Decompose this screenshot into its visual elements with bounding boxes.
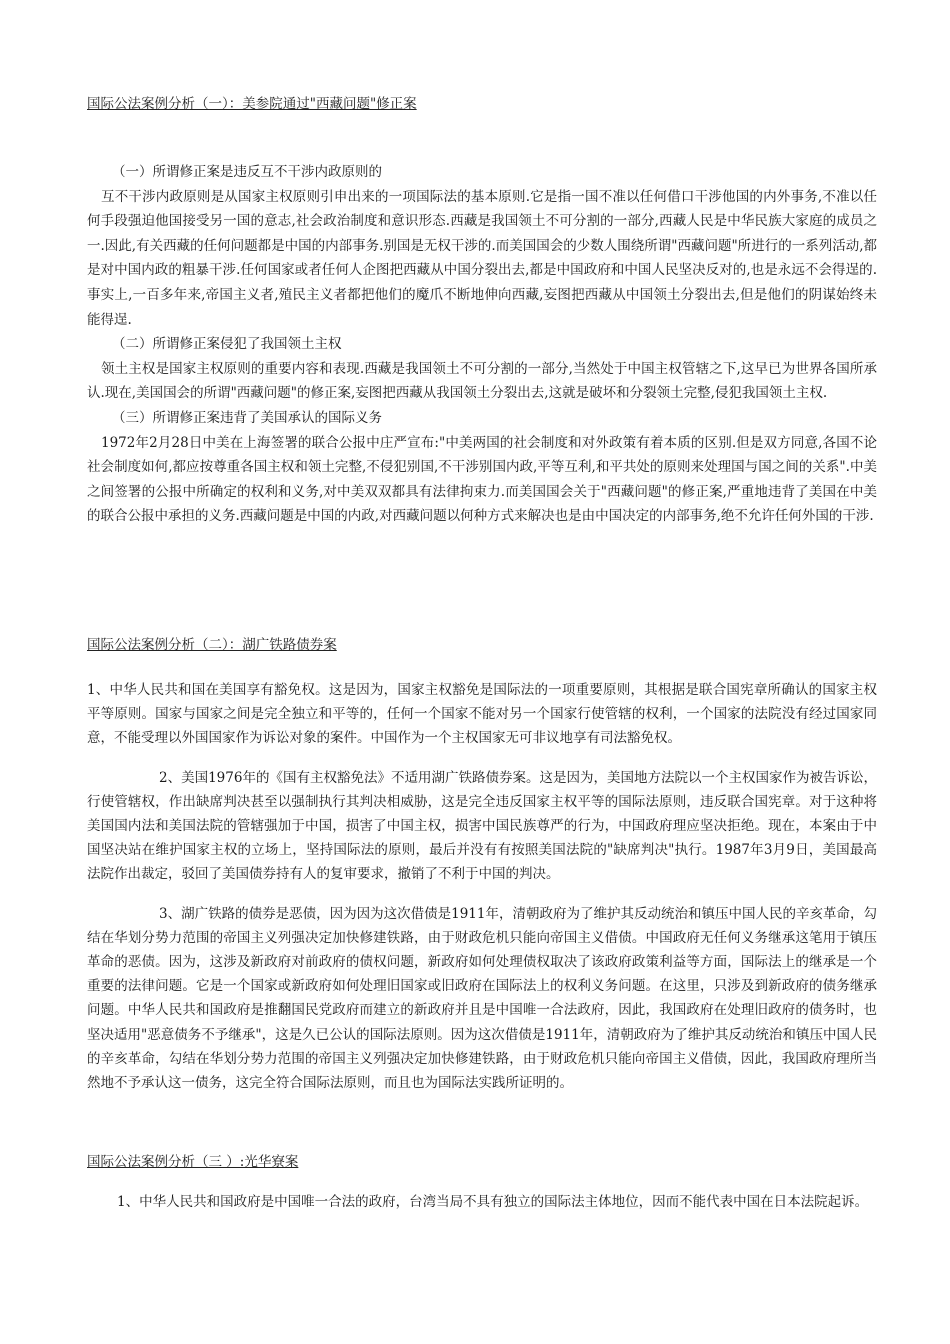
case3-body <box>87 1190 877 1216</box>
case2-paragraph-1: 1、中华人民共和国在美国享有豁免权。这是因为，国家主权豁免是国际法的一项重要原则，其根据是联合国宪章所确认的国家主权平等原则。国家与国家之间是完全独立和平等的，任何一个国家不能对另一个国家行使管辖的权利，一个国家的法院没有经过国家同意，不能受理以外国国家作为诉讼对象的案件。中国作为一个主权国家无可非议地享有司法豁免权。 <box>87 682 877 747</box>
case2-paragraph-3: 3、湖广铁路的债券是恶债，因为因为这次借债是1911年，清朝政府为了维护其反动统治和镇压中国人民的辛亥革命，勾结在华划分势力范围的帝国主义列强决定加快修建铁路，由于财政危机只能向帝国主义借债。中国政府无任何义务继承这笔用于镇压革命的恶债。因为，这涉及新政府对前政府的债权问题，新政府如何处理债权取决了该政府政策利益等方面，国际法上的继承是一个重要的法律问题。它是一个国家或新政府如何处理旧国家或旧政府在国际法上的权利义务问题。在这里，只涉及到新政府的债务继承问题。中华人民共和国政府是推翻国民党政府而建立的新政府并且是中国唯一合法政府，因此，我国政府在处理旧政府的债务时，也坚决适用"恶意债务不予继承"，这是久已公认的国际法原则。因为这次借债是1911年，清朝政府为了维护其反动统治和镇压中国人民的辛亥革命，勾结在华划分势力范围的帝国主义列强决定加快修建铁路，由于财政危机只能向帝国主义借债，因此，我国政府理所当然地不予承认这一债务，这完全符合国际法原则，而且也为国际法实践所证明的。 <box>87 905 877 1092</box>
case1-title: 国际公法案例分析（一）：美参院通过"西藏问题"修正案 <box>87 96 417 112</box>
case1-heading-3: （三）所谓修正案违背了美国承认的国际义务 <box>112 409 382 426</box>
case1-heading-2: （二）所谓修正案侵犯了我国领土主权 <box>112 336 342 353</box>
case1-paragraph-3: 1972年2月28日中美在上海签署的联合公报中庄严宣布:"中美两国的社会制度和对外政策有着本质的区别.但是双方同意,各国不论社会制度如何,都应按尊重各国主权和领土完整,不侵犯别国,不干涉别国内政,平等互利,和平共处的原则来处理国与国之间的关系".中美之间签署的公报中所确定的权利和义务,对中美双双都具有法律拘束力.而美国国会关于"西藏问题"的修正案,严重地违背了美国在中美的联合公报中承担的义务.西藏问题是中国的内政,对西藏问题以何种方式来解决也是由中国决定的内部事务,绝不允许任何外国的干涉. <box>87 434 877 525</box>
case3-title: 国际公法案例分析（三 ）:光华寮案 <box>87 1154 299 1170</box>
case2-paragraph-2: 2、美国1976年的《国有主权豁免法》不适用湖广铁路债券案。这是因为，美国地方法院以一个主权国家作为被告诉讼，行使管辖权，作出缺席判决甚至以强制执行其判决相威胁，这是完全违反国家主权平等的国际法原则，违反联合国宪章。对于这种将美国国内法和美国法院的管辖强加于中国，损害了中国主权，损害中国民族尊严的行为，中国政府理应坚决拒绝。现在，本案由于中国坚决站在维护国家主权的立场上，坚持国际法的原则，最后并没有有按照美国法院的"缺席判决"执行。1987年3月9日，美国最高法院作出裁定，驳回了美国债券持有人的复审要求，撤销了不利于中国的判决。 <box>87 769 877 883</box>
case1-body <box>87 160 877 529</box>
case2-body <box>87 678 877 1110</box>
case1-paragraph-1: 互不干涉内政原则是从国家主权原则引申出来的一项国际法的基本原则.它是指一国不准以任何借口干涉他国的内外事务,不准以任何手段强迫他国接受另一国的意志,社会政治制度和意识形态.西藏是我国领土不可分割的一部分,西藏人民是中华民族大家庭的成员之一.因此,有关西藏的任何问题都是中国的内部事务.别国是无权干涉的.而美国国会的少数人围绕所谓"西藏问题"所进行的一系列活动,都是对中国内政的粗暴干涉.任何国家或者任何人企图把西藏从中国分裂出去,都是中国政府和中国人民坚决反对的,也是永远不会得逞的.事实上,一百多年来,帝国主义者,殖民主义者都把他们的魔爪不断地伸向西藏,妄图把西藏从中国领土分裂出去,但是他们的阴谋始终未能得逞. <box>87 188 877 328</box>
case2-title: 国际公法案例分析（二）：湖广铁路债券案 <box>87 637 337 653</box>
case1-heading-1: （一）所谓修正案是违反互不干涉内政原则的 <box>112 164 382 180</box>
case1-paragraph-2: 领土主权是国家主权原则的重要内容和表现.西藏是我国领土不可分割的一部分,当然处于中国主权管辖之下,这早已为世界各国所承认.现在,美国国会的所谓"西藏问题"的修正案,妄图把西藏从我国领土分裂出去,这就是破坏和分裂领土完整,侵犯我国领土主权. <box>87 360 877 402</box>
case3-paragraph-1: 1、中华人民共和国政府是中国唯一合法的政府，台湾当局不具有独立的国际法主体地位，因而不能代表中国在日本法院起诉。 <box>117 1194 869 1210</box>
